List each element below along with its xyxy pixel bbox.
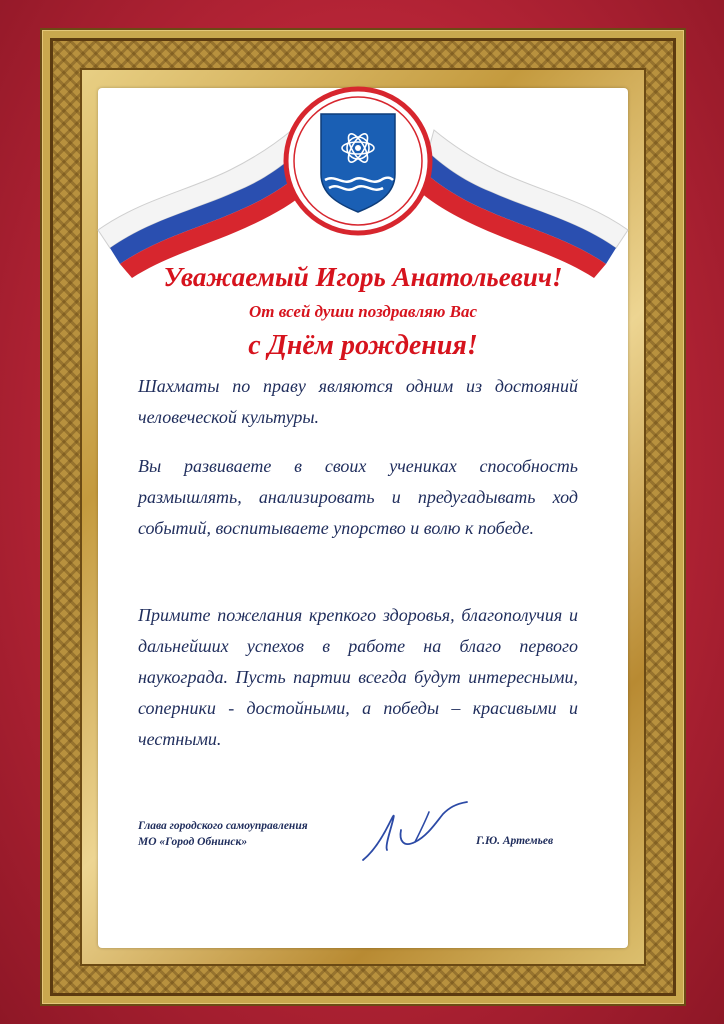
occasion-title: с Днём рождения! xyxy=(248,330,478,361)
greeting-line: От всей души поздравляю Вас xyxy=(248,302,477,321)
salutation: Уважаемый Игорь Анатольевич! xyxy=(163,262,563,292)
paragraph-wishes: Примите пожелания крепкого здоровья, благополучия и дальнейших успехов в работе на благо первого наукограда. Пусть партии всегда будут интересными, соперники - достойными, а победы – красивыми и честными. xyxy=(138,605,578,749)
signer-role xyxy=(138,818,378,850)
coat-of-arms-icon xyxy=(283,86,433,236)
signer-role-line-2: МО «Город Обнинск» xyxy=(138,836,248,848)
paragraph-students: Вы развиваете в своих учениках способность размышлять, анализировать и предугадывать ход событий, воспитываете упорство и волю к победе. xyxy=(138,456,578,538)
signer-name: Г.Ю. Артемьев xyxy=(476,835,554,847)
handwritten-signature-icon xyxy=(355,800,475,870)
paragraph-chess: Шахматы по праву являются одним из достояний человеческой культуры. xyxy=(138,376,578,427)
signer-role-line-1: Глава городского самоуправления xyxy=(138,820,308,832)
